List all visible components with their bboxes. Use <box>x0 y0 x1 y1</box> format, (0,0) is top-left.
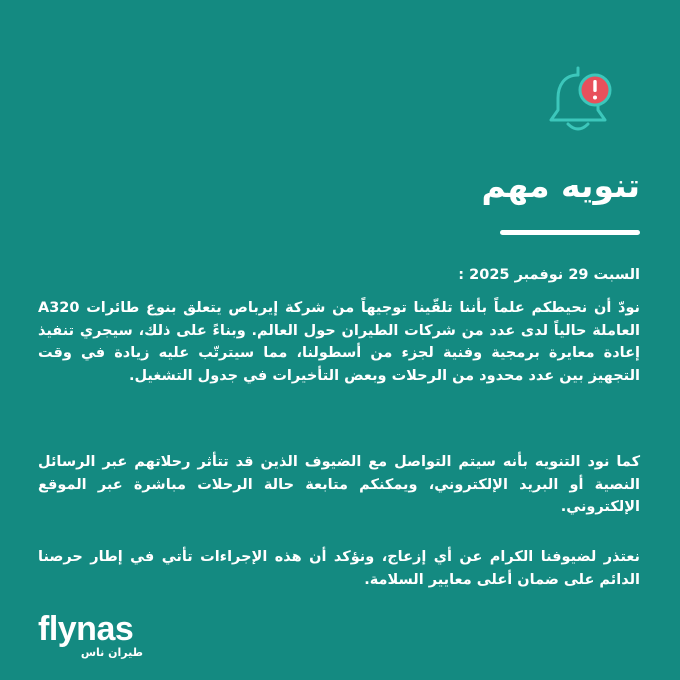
title-underline <box>500 230 640 235</box>
logo-arabic-text: طيران ناس <box>80 646 143 659</box>
notice-paragraph-3: نعتذر لضيوفنا الكرام عن أي إزعاج، ونؤكد أن هذه الإجراءات تأتي في إطار حرصنا الدائم على ضمان أعلى معايير السلامة. <box>38 549 640 588</box>
notice-paragraph-2: كما نود التنويه بأنه سيتم التواصل مع الضيوف الذين قد تتأثر رحلاتهم عبر الرسائل النصية أو البريد الإلكتروني، ويمكنكم متابعة حالة الرحلات مباشرة عبر الموقع الإلكتروني. <box>38 454 640 516</box>
notice-date: السبت 29 نوفمبر 2025 : <box>458 267 640 283</box>
bell-alert-icon <box>548 62 614 136</box>
notice-paragraph-1: نودّ أن نحيطكم علماً بأننا تلقّينا توجيهاً من شركة إيرباص يتعلق بنوع طائرات A320 العاملة حالياً لدى عدد من شركات الطيران حول العالم. وبناءً على ذلك، سيجري تنفيذ إعادة معايرة برمجية وفنية لجزء من أسطولنا، مما سيترتّب عليه زيادة في وقت التجهيز بين عدد محدود من الرحلات وبعض التأخيرات في جدول التشغيل. <box>38 300 640 384</box>
logo-wordmark: flynas <box>38 610 134 648</box>
notice-title: تنويه مهم <box>481 166 640 205</box>
flynas-logo <box>38 610 143 660</box>
